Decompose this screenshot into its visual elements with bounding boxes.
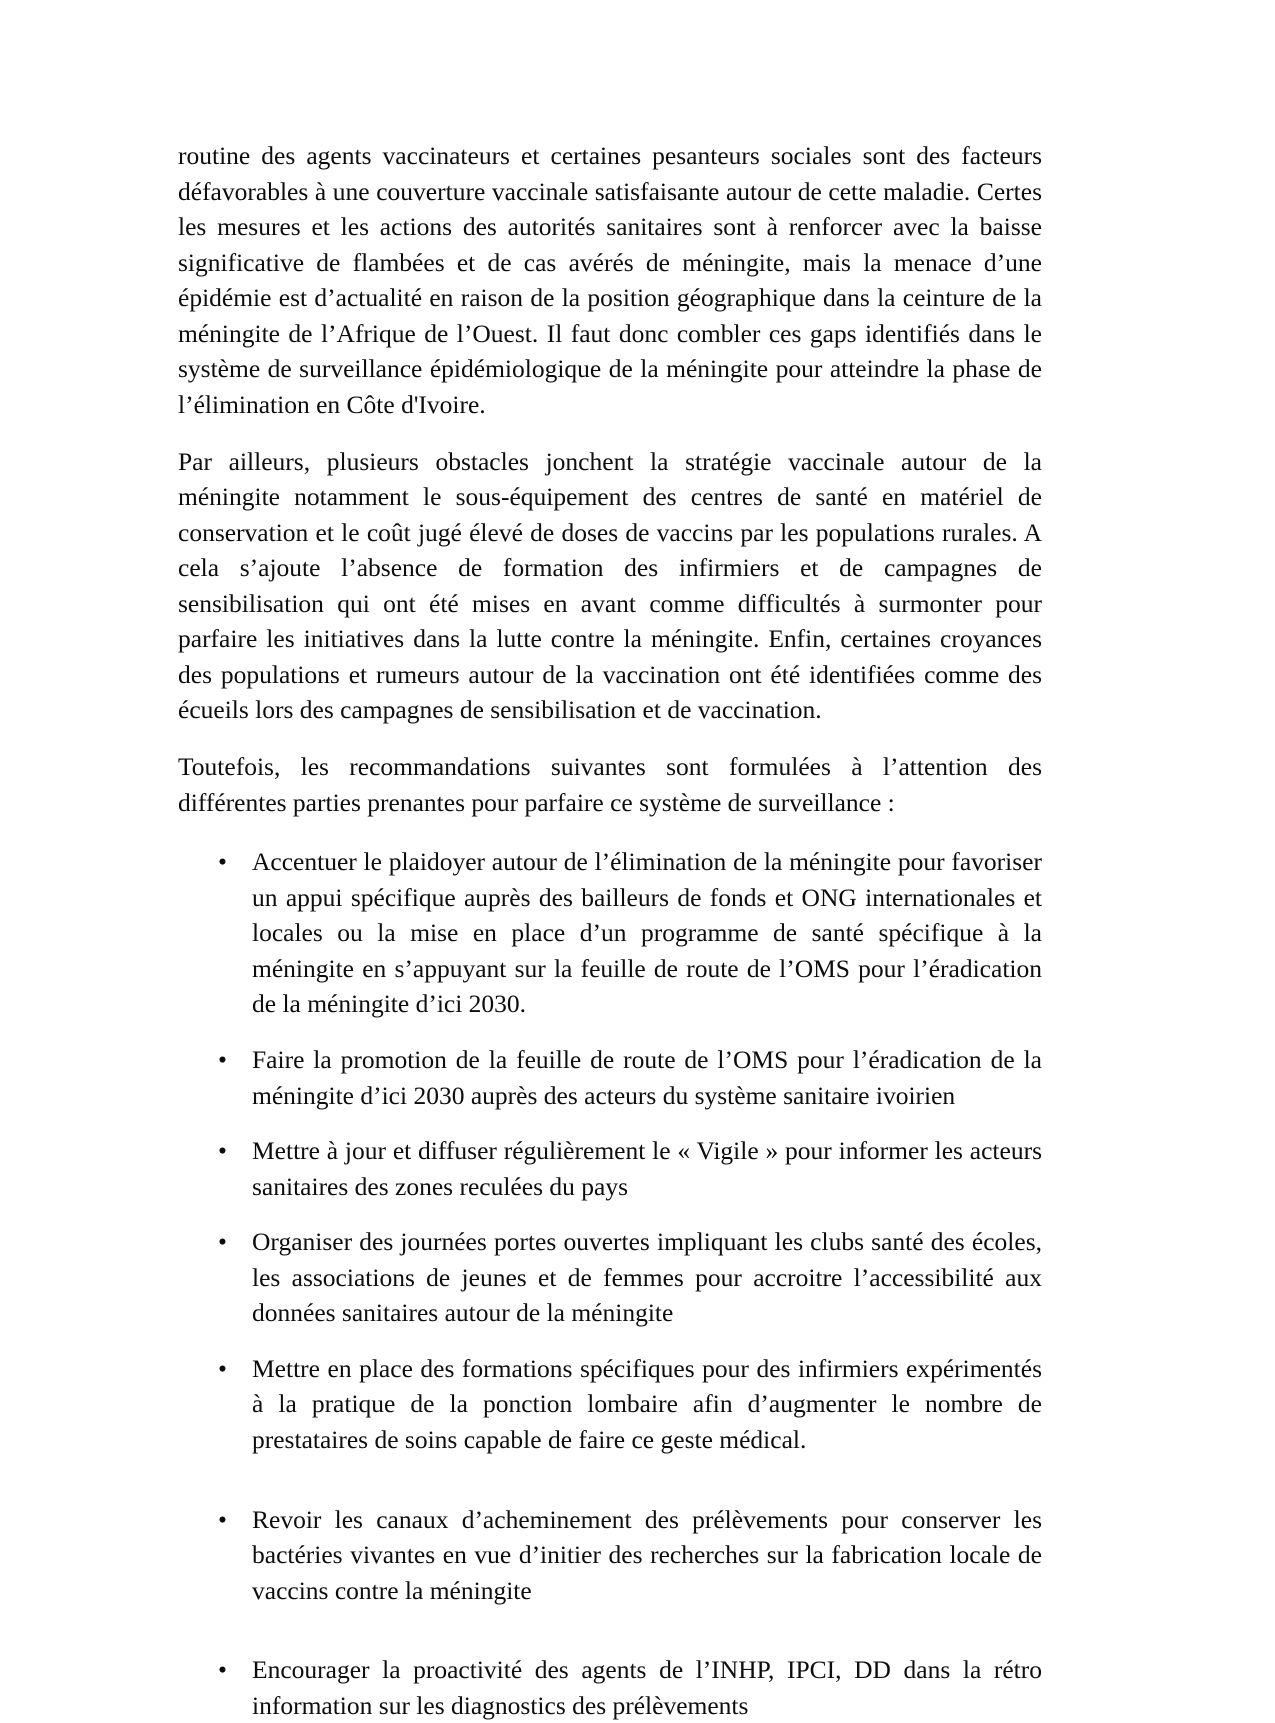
paragraph-conclusion-constraints: routine des agents vaccinateurs et certaines pesanteurs sociales sont des facteurs défavorables à une couverture vaccinale satisfaisante autour de cette maladie. Certes les mesures et les actions des autorités sanitaires sont à renforcer avec la baisse significative de flambées et de cas avérés de méningite, mais la menace d’une épidémie est d’actualité en raison de la position géographique dans la ceinture de la méningite de l’Afrique de l’Ouest. Il faut donc combler ces gaps identifiés dans le système de surveillance épidémiologique de la méningite pour atteindre la phase de l’élimination en Côte d'Ivoire. xyxy=(178,141,1042,419)
bullet-icon: • xyxy=(218,1504,227,1534)
bullet-icon: • xyxy=(218,847,227,877)
bullet-icon: • xyxy=(218,1227,227,1257)
list-item xyxy=(178,1652,1042,1723)
bullet-icon: • xyxy=(218,1353,227,1383)
list-item-text: Organiser des journées portes ouvertes impliquant les clubs santé des écoles, les associations de jeunes et de femmes pour accroitre l’accessibilité aux données sanitaires autour de la méningite xyxy=(252,1227,1042,1328)
list-item xyxy=(178,1133,1042,1204)
list-item-text: Encourager la proactivité des agents de l’INHP, IPCI, DD dans la rétro information sur les diagnostics des prélèvements xyxy=(252,1655,1042,1720)
recommendations-list xyxy=(178,844,1042,1723)
list-item xyxy=(178,1351,1042,1458)
list-item-text: Mettre en place des formations spécifiques pour des infirmiers expérimentés à la pratique de la ponction lombaire afin d’augmenter le nombre de prestataires de soins capable de faire ce geste médical. xyxy=(252,1353,1042,1454)
list-item xyxy=(178,1224,1042,1331)
list-item xyxy=(178,1502,1042,1609)
document-body xyxy=(178,138,1042,1723)
paragraph-vaccination-obstacles: Par ailleurs, plusieurs obstacles jonchent la stratégie vaccinale autour de la méningite notamment le sous-équipement des centres de santé en matériel de conservation et le coût jugé élevé de doses de vaccins par les populations rurales. A cela s’ajoute l’absence de formation des infirmiers et de campagnes de sensibilisation qui ont été mises en avant comme difficultés à surmonter pour parfaire les initiatives dans la lutte contre la méningite. Enfin, certaines croyances des populations et rumeurs autour de la vaccination ont été identifiées comme des écueils lors des campagnes de sensibilisation et de vaccination. xyxy=(178,446,1042,725)
list-item-text: Revoir les canaux d’acheminement des prélèvements pour conserver les bactéries vivantes en vue d’initier des recherches sur la fabrication locale de vaccins contre la méningite xyxy=(252,1504,1042,1605)
bullet-icon: • xyxy=(218,1655,227,1685)
bullet-icon: • xyxy=(218,1136,227,1166)
list-item-text: Faire la promotion de la feuille de route de l’OMS pour l’éradication de la méningite d’ici 2030 auprès des acteurs du système sanitaire ivoirien xyxy=(252,1044,1042,1110)
list-item-text: Mettre à jour et diffuser régulièrement le « Vigile » pour informer les acteurs sanitaires des zones reculées du pays xyxy=(252,1136,1042,1201)
bullet-icon: • xyxy=(218,1044,227,1074)
list-item xyxy=(178,844,1042,1022)
list-item xyxy=(178,1042,1042,1113)
paragraph-recommendations-intro: Toutefois, les recommandations suivantes sont formulées à l’attention des différentes parties prenantes pour parfaire ce système de surveillance : xyxy=(178,752,1042,817)
list-item-text: Accentuer le plaidoyer autour de l’élimination de la méningite pour favoriser un appui spécifique auprès des bailleurs de fonds et ONG internationales et locales ou la mise en place d’un programme de santé spécifique à la méningite en s’appuyant sur la feuille de route de l’OMS pour l’éradication de la méningite d’ici 2030. xyxy=(252,847,1042,1019)
